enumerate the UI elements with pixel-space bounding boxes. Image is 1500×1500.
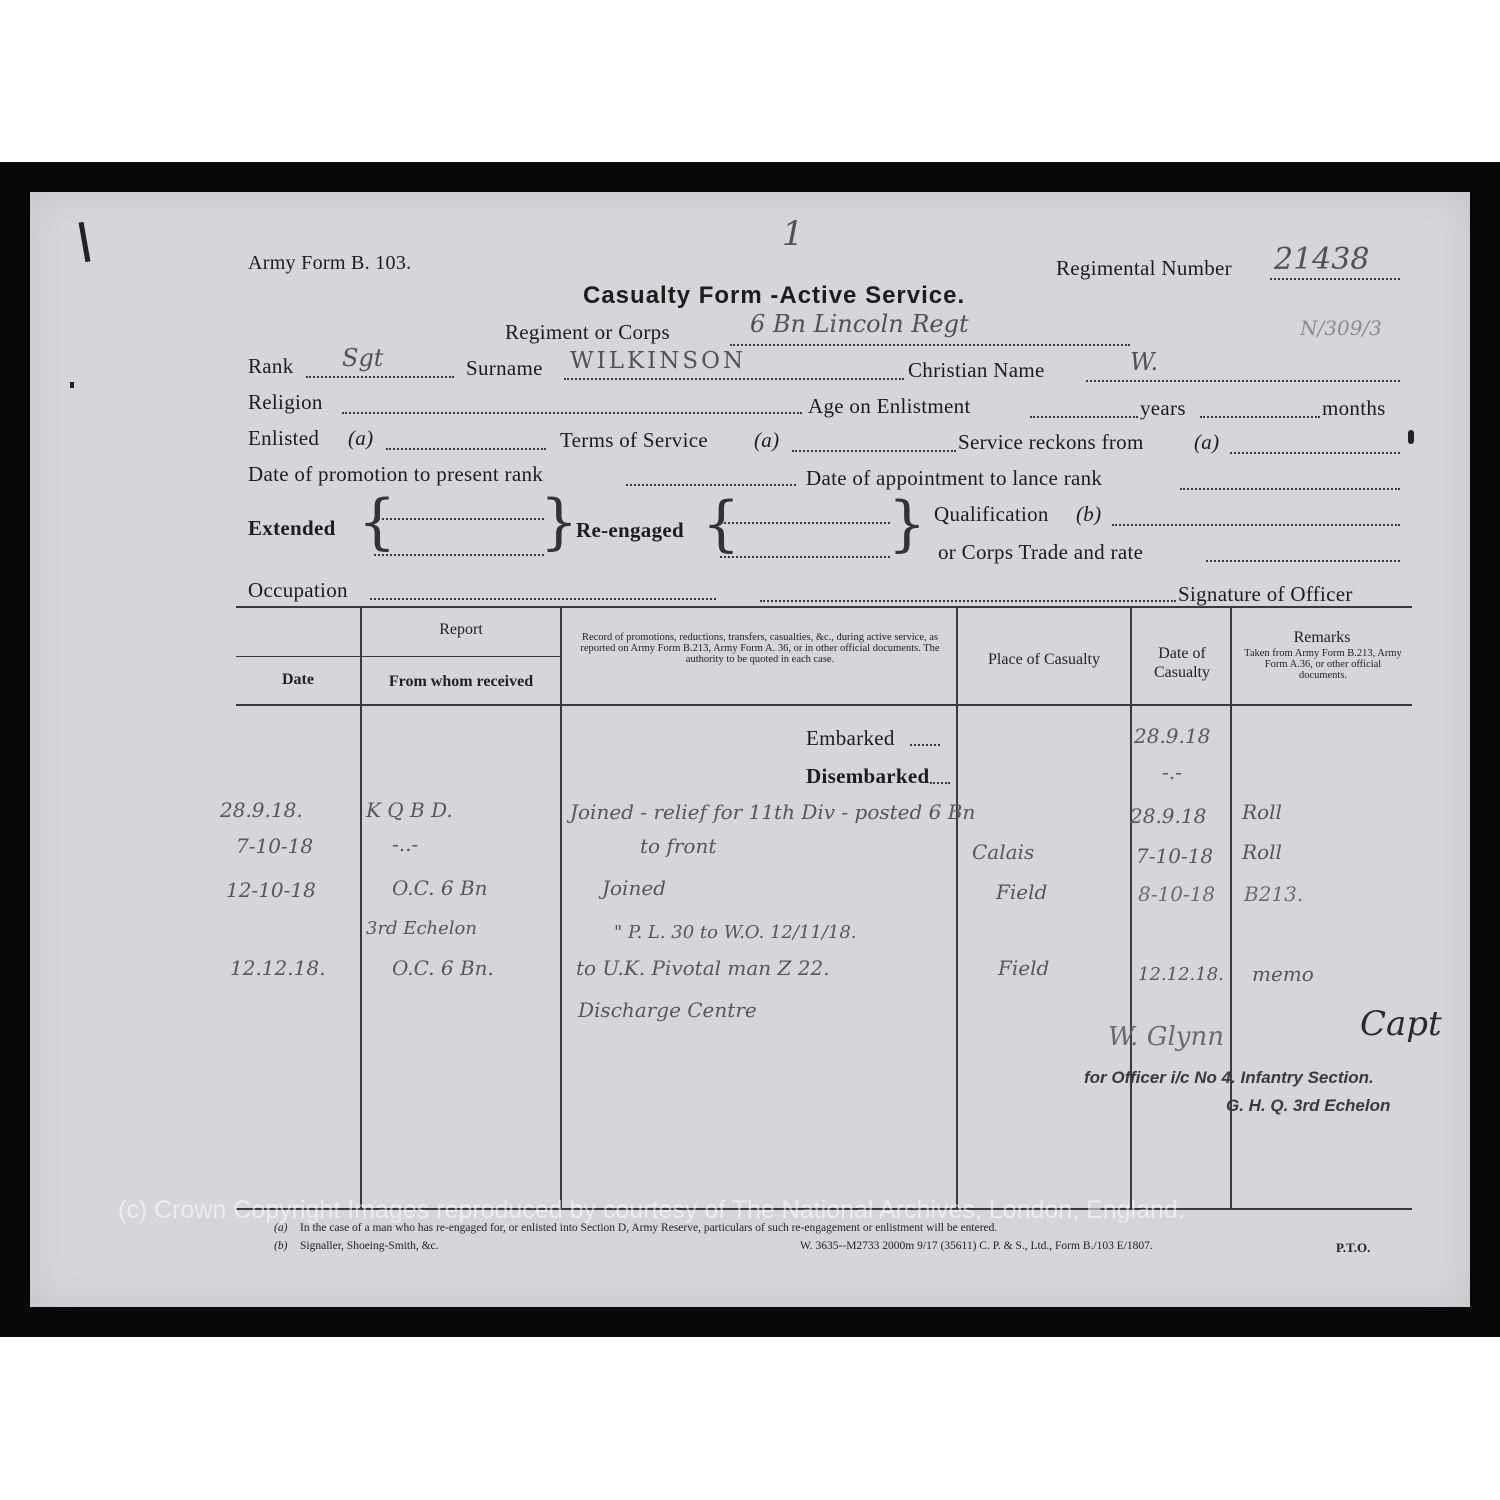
- officer-initials: Capt: [1360, 1004, 1442, 1044]
- terms-label: Terms of Service: [560, 428, 708, 452]
- table-column-line: [360, 608, 362, 1208]
- disembarked-date: -.-: [1162, 760, 1182, 784]
- rank-value: Sgt: [342, 344, 384, 372]
- row-remarks: B213.: [1244, 882, 1304, 906]
- brace: }: [540, 487, 579, 557]
- regiment-label: Regiment or Corps: [505, 320, 670, 344]
- dotted-line: [1086, 380, 1400, 382]
- dotted-line: [626, 484, 796, 486]
- brace: }: [888, 489, 927, 559]
- brace: {: [358, 487, 397, 557]
- stray-mark: [70, 382, 74, 388]
- dotted-line: [930, 782, 950, 784]
- dotted-line: [720, 522, 890, 524]
- corner-number: N/309/3: [1300, 316, 1382, 340]
- christian-name-value: W.: [1130, 348, 1159, 376]
- age-label: Age on Enlistment: [808, 394, 971, 418]
- surname-value: WILKINSON: [570, 348, 747, 374]
- row-date-casualty: 28.9.18: [1130, 804, 1207, 828]
- remarks-header: Remarks: [1293, 629, 1351, 646]
- trade-label: or Corps Trade and rate: [938, 540, 1144, 564]
- dotted-line: [342, 412, 802, 414]
- row-from: O.C. 6 Bn.: [392, 956, 494, 980]
- dotted-line: [910, 744, 940, 746]
- row-from: -..-: [392, 832, 419, 856]
- christian-name-label: Christian Name: [908, 358, 1045, 382]
- promotion-label: Date of promotion to present rank: [248, 462, 544, 486]
- occupation-label: Occupation: [248, 578, 348, 602]
- record-header: Record of promotions, reductions, transfers, casualties, &c., during active service, as reported on Army Form B.213, Army Form A. 36, or in other official documents. The authority to be quoted in each case.: [580, 632, 940, 665]
- stamp-line-2: G. H. Q. 3rd Echelon: [1226, 1096, 1391, 1115]
- row-place: Calais: [972, 840, 1035, 864]
- row-date: 7-10-18: [236, 834, 314, 858]
- table-column-line: [1130, 608, 1132, 1208]
- row-place: Field: [996, 880, 1048, 904]
- date-header: Date: [282, 671, 314, 688]
- months-label: months: [1322, 396, 1386, 420]
- regiment-value: 6 Bn Lincoln Regt: [750, 310, 969, 338]
- dotted-line: [564, 378, 904, 380]
- row-date: 28.9.18.: [220, 798, 303, 822]
- from-header: From whom received: [388, 673, 534, 690]
- row-date-casualty: 12.12.18.: [1138, 964, 1224, 985]
- dotted-line: [1180, 488, 1400, 490]
- row-from: K Q B D.: [366, 798, 453, 822]
- dotted-line: [1270, 278, 1400, 280]
- table-row-line: [236, 656, 560, 657]
- dotted-line: [1200, 416, 1320, 418]
- remarks-subheader: Taken from Army Form B.213, Army Form A.36, or other official documents.: [1244, 648, 1402, 681]
- note-a-mark: (a): [274, 1222, 288, 1234]
- footnote-b-mark: (b): [1076, 502, 1102, 526]
- regimental-number-label: Regimental Number: [1056, 256, 1232, 280]
- row-record: Joined - relief for 11th Div - posted 6 Bn: [570, 800, 976, 824]
- row-record: " P. L. 30 to W.O. 12/11/18.: [614, 922, 857, 943]
- dotted-line: [1030, 416, 1138, 418]
- reengaged-label: Re-engaged: [576, 518, 684, 542]
- dotted-line: [374, 518, 544, 520]
- table-row-line: [236, 704, 1412, 706]
- row-remarks: memo: [1252, 962, 1314, 986]
- signature-label: Signature of Officer: [1178, 582, 1353, 606]
- row-record: to front: [640, 834, 717, 858]
- row-record: Joined: [602, 876, 666, 900]
- officer-signature: W. Glynn: [1108, 1022, 1224, 1052]
- row-date-casualty: 7-10-18: [1136, 844, 1214, 868]
- dotted-line: [386, 448, 546, 450]
- dotted-line: [1230, 452, 1400, 454]
- row-record: Discharge Centre: [578, 998, 757, 1022]
- footnote-a-mark: (a): [348, 426, 374, 450]
- dotted-line: [370, 598, 716, 600]
- religion-label: Religion: [248, 390, 323, 414]
- stray-mark: [1408, 430, 1414, 444]
- row-place: Field: [998, 956, 1050, 980]
- document-paper: [30, 192, 1470, 1307]
- row-remarks: Roll: [1242, 840, 1282, 864]
- date-of-casualty-header: Date of Casualty: [1154, 645, 1210, 681]
- surname-label: Surname: [466, 356, 543, 380]
- footnote-a-mark: (a): [754, 428, 780, 452]
- service-reckons-label: Service reckons from: [958, 430, 1144, 454]
- stray-mark: [79, 222, 91, 262]
- form-number: Army Form B. 103.: [248, 252, 412, 274]
- embarked-label: Embarked: [806, 726, 895, 750]
- footnote-a-mark: (a): [1194, 430, 1220, 454]
- section-divider: [236, 606, 1412, 608]
- row-remarks: Roll: [1242, 800, 1282, 824]
- dotted-line: [1206, 560, 1400, 562]
- years-label: years: [1140, 396, 1186, 420]
- page-mark: 1: [782, 214, 804, 254]
- report-header: Report: [439, 621, 483, 638]
- row-from: O.C. 6 Bn: [392, 876, 488, 900]
- row-from: 3rd Echelon: [366, 918, 477, 939]
- dotted-line: [1112, 524, 1400, 526]
- regimental-number-value: 21438: [1274, 242, 1370, 277]
- embarked-date: 28.9.18: [1134, 724, 1211, 748]
- row-date: 12.12.18.: [230, 956, 326, 980]
- dotted-line: [760, 600, 1176, 602]
- dotted-line: [792, 450, 956, 452]
- lance-rank-label: Date of appointment to lance rank: [806, 466, 1103, 490]
- copyright-watermark: (c) Crown Copyright Images reproduced by courtesy of The National Archives, London, England.: [118, 1196, 1185, 1224]
- form-title: Casualty Form -Active Service.: [583, 282, 966, 309]
- table-column-line: [560, 608, 562, 1208]
- dotted-line: [730, 344, 1130, 346]
- dotted-line: [720, 556, 890, 558]
- extended-label: Extended: [248, 516, 336, 540]
- stamp-line-1: for Officer i/c No 4. Infantry Section.: [1084, 1068, 1374, 1087]
- qualification-label: Qualification: [934, 502, 1049, 526]
- dotted-line: [306, 376, 454, 378]
- table-column-line: [1230, 608, 1232, 1208]
- row-record: to U.K. Pivotal man Z 22.: [576, 956, 830, 980]
- row-date-casualty: 8-10-18: [1138, 882, 1216, 906]
- place-header: Place of Casualty: [988, 651, 1100, 668]
- rank-label: Rank: [248, 354, 294, 378]
- print-info: W. 3635--M2733 2000m 9/17 (35611) C. P. & S., Ltd., Form B./103 E/1807.: [800, 1240, 1153, 1252]
- brace: {: [702, 489, 741, 559]
- note-b-mark: (b): [274, 1240, 288, 1252]
- table-column-line: [956, 608, 958, 1208]
- note-a: In the case of a man who has re-engaged for, or enlisted into Section D, Army Reserve, particulars of such re-engagement or enlistment will be entered.: [300, 1222, 998, 1234]
- pto-label: P.T.O.: [1336, 1240, 1371, 1255]
- disembarked-label: Disembarked: [806, 764, 930, 788]
- enlisted-label: Enlisted: [248, 426, 320, 450]
- row-date: 12-10-18: [226, 878, 316, 902]
- dotted-line: [374, 554, 544, 556]
- note-b: Signaller, Shoeing-Smith, &c.: [300, 1240, 439, 1252]
